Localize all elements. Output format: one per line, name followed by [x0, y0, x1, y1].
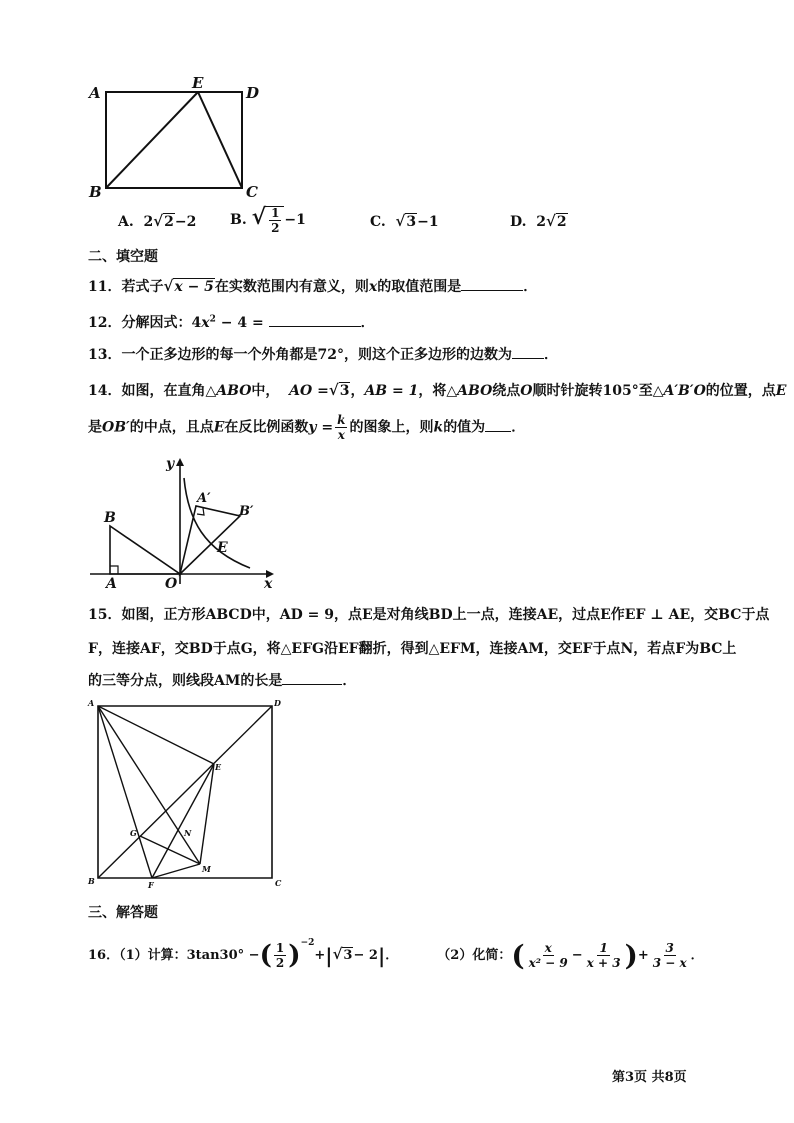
question-11: 11．若式子√x − 5在实数范围内有意义，则x的取值范围是 ． [88, 277, 538, 295]
question-15-line3: 的三等分点，则线段AM的长是 ． [88, 673, 357, 689]
label-d: D [246, 84, 260, 102]
right-angle-a2 [197, 508, 204, 515]
triangle-abo [110, 526, 180, 574]
option-c: C. √3−1 [370, 212, 439, 230]
question-15-line1: 15．如图，正方形ABCD中，AD = 9，点E是对角线BD上一点，连接AE，过点E作EF ⊥ AE，交BC于点 [88, 607, 770, 623]
coordinate-figure [84, 450, 284, 590]
answer-blank-12[interactable] [269, 314, 361, 327]
label-c: C [246, 183, 258, 201]
option-b: B. √ $\frac{1}{2}$ −1 [230, 204, 306, 235]
label-a: A [106, 576, 117, 590]
label-e: E [192, 74, 204, 92]
label-a-prime: A′ [197, 491, 211, 506]
label-b: B [89, 183, 102, 201]
label-a: A [89, 84, 101, 102]
option-d: D. 2√2 [510, 212, 567, 230]
segment-ae [98, 706, 214, 764]
page-footer: 第3页 共8页 [612, 1070, 687, 1085]
segment-ef [152, 764, 214, 878]
answer-blank-14[interactable] [485, 419, 511, 432]
question-14-line1: 14．如图，在直角△ABO中， AO =√3，AB = 1，将△ABO绕点O顺时针旋转105°至△A′B′O的位置，点E [88, 381, 787, 399]
label-g: G [130, 828, 137, 838]
right-angle-a [110, 566, 118, 574]
label-y: y [166, 456, 175, 472]
label-f: F [148, 880, 154, 890]
label-c: C [275, 878, 282, 888]
answer-blank-13[interactable] [512, 346, 544, 359]
answer-blank-11[interactable] [461, 278, 523, 291]
question-15-line2: F，连接AF，交BD于点G，将△EFG沿EF翻折，得到△EFM，连接AM，交EF于点N，若点F为BC上 [88, 641, 737, 657]
label-n: N [184, 828, 192, 838]
square-figure [86, 698, 290, 890]
label-a: A [88, 698, 95, 708]
question-13: 13．一个正多边形的每一个外角都是72°，则这个正多边形的边数为 ． [88, 347, 558, 363]
label-x: x [264, 576, 273, 590]
rectangle-figure [80, 70, 280, 205]
question-12: 12．分解因式：$4x^2 - 4$ = ． [88, 314, 375, 331]
label-e: E [215, 762, 222, 772]
segment-be [106, 92, 198, 188]
diagonal-bd [98, 706, 272, 878]
question-14-line2: 是OB′的中点，且点E在反比例函数y = $\frac{k}{x}$ 的图象上，则k的值为 ． [88, 413, 526, 442]
section-fill-in-heading: 二、填空题 [88, 249, 158, 265]
section-solve-heading: 三、解答题 [88, 905, 158, 921]
segment-ec [198, 92, 242, 188]
answer-blank-15[interactable] [282, 672, 342, 685]
label-b: B [88, 876, 95, 886]
label-b-prime: B′ [239, 504, 254, 519]
option-a: A. 2√2−2 [118, 212, 197, 230]
triangle-a2b2o [180, 506, 240, 574]
segment-em [200, 764, 214, 864]
y-axis-arrow [176, 458, 184, 466]
label-d: D [274, 698, 281, 708]
rectangle-abcd [106, 92, 242, 188]
label-b: B [104, 510, 116, 526]
label-m: M [202, 864, 211, 874]
label-e: E [217, 540, 228, 556]
question-16: 16．（1）计算：3tan30° −( $\frac{1}{2}$ )$^{-2}$+|√3− 2|． （2）化简：( $\frac{x}{\text{x² − 9}}$ − $\frac{1}{x + 3}$ )+ $\frac{3}{3 - x}$ ． [88, 938, 704, 972]
label-o: O [165, 576, 178, 590]
